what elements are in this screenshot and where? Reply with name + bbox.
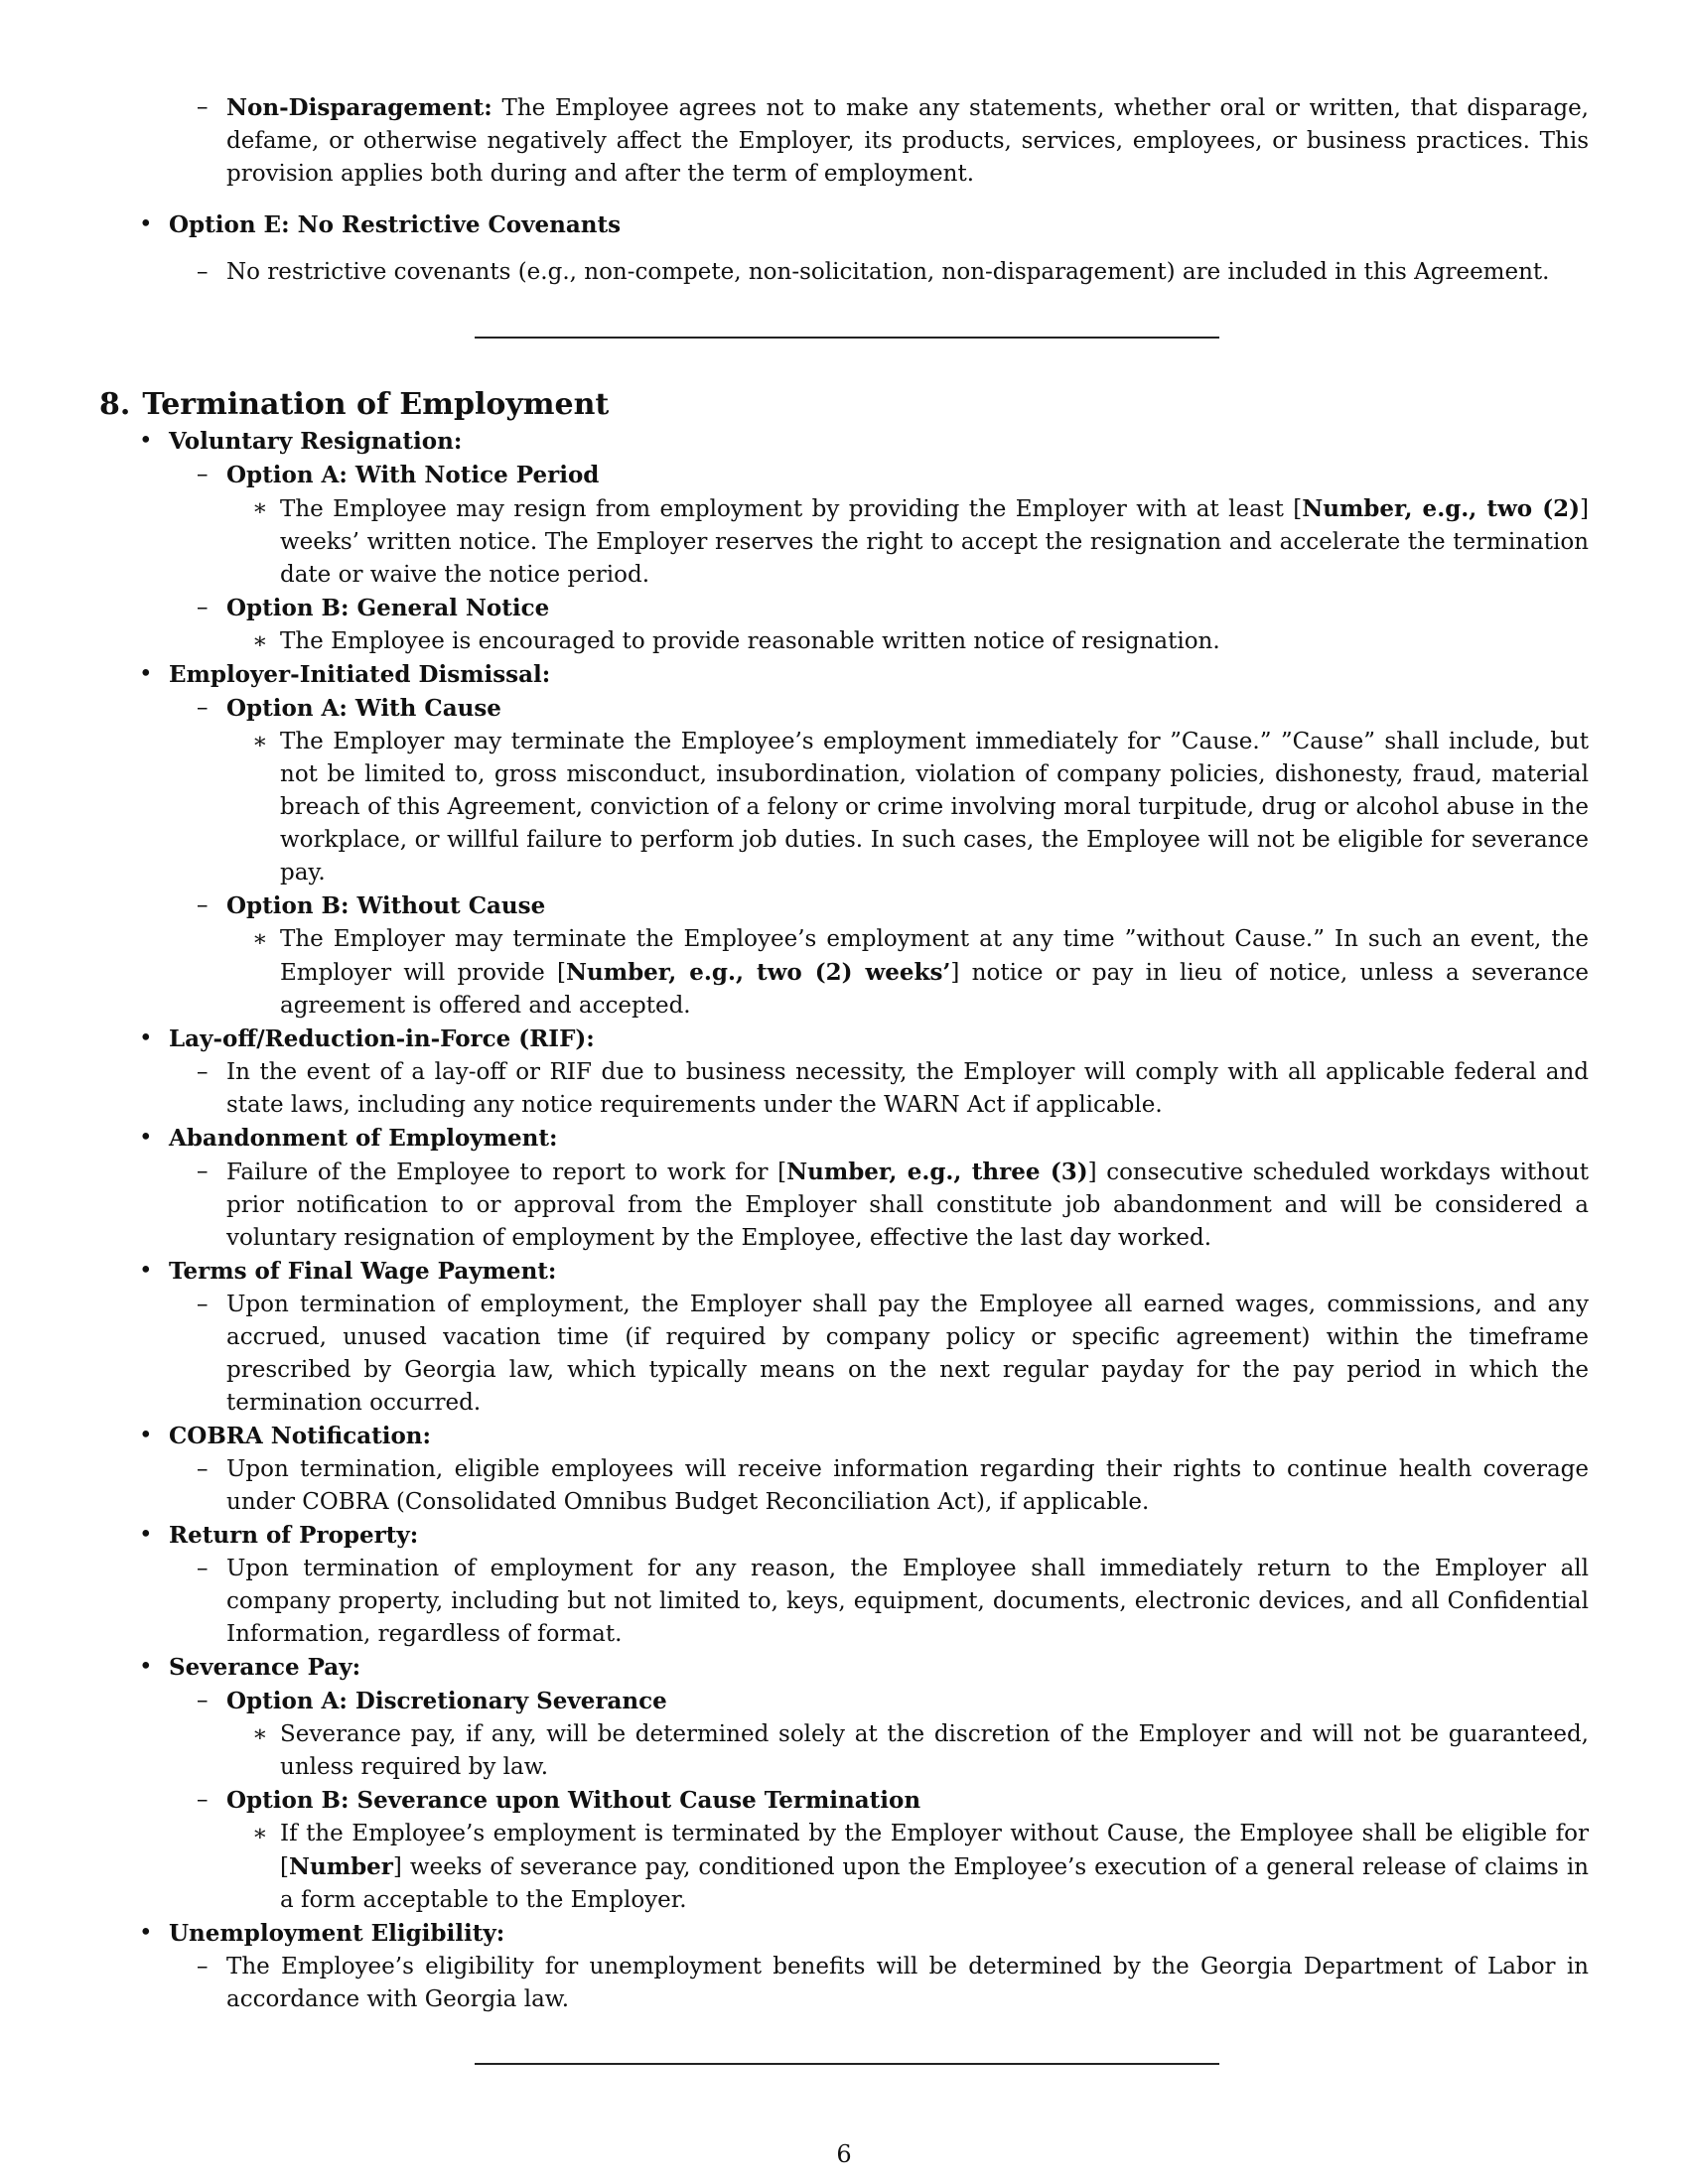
bullet-marker: •	[139, 1522, 153, 1548]
dismissal-item	[139, 658, 1589, 692]
bullet-marker: •	[139, 1125, 153, 1151]
option-e-label: Option E: No Restrictive Covenants	[169, 211, 622, 238]
dismissal-option-a	[197, 692, 1589, 726]
dash-marker: –	[197, 1159, 209, 1184]
text-part: If the Employee’s employment is terminated by the Employer without Cause, the Employee shall be eligible for [	[280, 1821, 1589, 1880]
final-wage-label: Terms of Final Wage Payment:	[169, 1258, 557, 1285]
severance-option-a-label: Option A: Discretionary Severance	[226, 1688, 667, 1714]
placeholder-bold: Number, e.g., three (3)	[786, 1159, 1088, 1185]
text-part: Severance pay, if any, will be determined solely at the discretion of the Employer and will not be guaranteed, unless required by law.	[280, 1721, 1589, 1780]
bullet-marker: •	[139, 1920, 153, 1946]
rif-text-item	[197, 1056, 1589, 1122]
dismissal-option-a-text	[252, 726, 1589, 889]
voluntary-option-a-text	[252, 492, 1589, 592]
rif-label: Lay-off/Reduction-in-Force (RIF):	[169, 1025, 595, 1052]
section-heading	[99, 385, 1589, 425]
horizontal-rule	[475, 2063, 1219, 2065]
dismissal-label: Employer-Initiated Dismissal:	[169, 661, 551, 688]
property-item	[139, 1519, 1589, 1553]
abandonment-label: Abandonment of Employment:	[169, 1125, 558, 1152]
star-marker: ∗	[252, 729, 268, 754]
severance-option-a-text	[252, 1718, 1589, 1784]
voluntary-resignation-item	[139, 425, 1589, 459]
star-marker: ∗	[252, 628, 268, 654]
severance-item	[139, 1651, 1589, 1685]
cobra-label: COBRA Notification:	[169, 1423, 432, 1449]
dash-marker: –	[197, 1954, 209, 1979]
star-marker: ∗	[252, 1821, 268, 1846]
cobra-text-item	[197, 1453, 1589, 1519]
severance-option-b-text	[252, 1818, 1589, 1917]
page-content	[99, 91, 1589, 289]
placeholder-bold: Number, e.g., two (2) weeks’	[565, 959, 951, 986]
cobra-text: Upon termination, eligible employees will receive information regarding their rights to continue health coverage under COBRA (Consolidated Omnibus Budget Reconciliation Act), if applicable.	[226, 1456, 1589, 1515]
bullet-marker: •	[139, 1423, 153, 1448]
dash-marker: –	[197, 259, 209, 285]
dash-marker: –	[197, 695, 209, 721]
dash-marker: –	[197, 1787, 209, 1813]
dash-marker: –	[197, 595, 209, 620]
property-text-item	[197, 1553, 1589, 1651]
property-label: Return of Property:	[169, 1522, 419, 1549]
dash-marker: –	[197, 892, 209, 918]
bullet-marker: •	[139, 428, 153, 454]
placeholder-bold: Number, e.g., two (2)	[1302, 495, 1581, 522]
unemployment-item	[139, 1917, 1589, 1951]
property-text: Upon termination of employment for any reason, the Employee shall immediately return to the Employer all company property, including but not limited to, keys, equipment, documents, electronic devices, and all Confidential Information, regardless of format.	[226, 1556, 1589, 1647]
voluntary-label: Voluntary Resignation:	[169, 428, 463, 455]
voluntary-option-a	[197, 459, 1589, 492]
option-e-text-item	[197, 256, 1589, 289]
text-part: The Employer may terminate the Employee’s employment immediately for ”Cause.” ”Cause” shall include, but not be limited to, gross misconduct, insubordination, violation of company policies, dishonesty, fraud, material breach of this Agreement, conviction of a felony or crime involving moral turpitude, drug or alcohol abuse in the workplace, or willful failure to perform job duties. In such cases, the Employee will not be eligible for severance pay.	[280, 729, 1589, 886]
bullet-marker: •	[139, 211, 153, 237]
text-part: ] weeks of severance pay, conditioned upon the Employee’s execution of a general release of claims in a form acceptable to the Employer.	[280, 1854, 1589, 1913]
final-wage-text: Upon termination of employment, the Employer shall pay the Employee all earned wages, commissions, and any accrued, unused vacation time (if required by company policy or specific agreement) within the timeframe prescribed by Georgia law, which typically means on the next regular payday for the pay period in which the termination occurred.	[226, 1292, 1589, 1416]
option-e-item	[139, 208, 1589, 242]
text-part: The Employer may terminate the Employee’s employment at any time ”without Cause.” In such an event, the Employer will provide [	[280, 926, 1589, 986]
horizontal-rule	[475, 337, 1219, 339]
dash-marker: –	[197, 1556, 209, 1581]
text-part: ] weeks’ written notice. The Employer reserves the right to accept the resignation and accelerate the termination date or waive the notice period.	[280, 496, 1589, 588]
unemployment-text-item	[197, 1951, 1589, 2016]
dash-marker: –	[197, 1688, 209, 1713]
star-marker: ∗	[252, 1721, 268, 1747]
non-disparagement-text: The Employee agrees not to make any statements, whether oral or written, that disparage, defame, or otherwise negatively affect the Employer, its products, services, employees, or business practices. This provision applies both during and after the term of employment.	[226, 95, 1589, 187]
dismissal-option-b-label: Option B: Without Cause	[226, 892, 546, 919]
dash-marker: –	[197, 1456, 209, 1482]
dash-marker: –	[197, 94, 209, 120]
page-number: 6	[836, 2140, 852, 2168]
dash-marker: –	[197, 462, 209, 487]
text-part: Failure of the Employee to report to work for [	[226, 1160, 787, 1185]
bullet-marker: •	[139, 661, 153, 687]
severance-label: Severance Pay:	[169, 1654, 361, 1681]
text-part: The Employee may resign from employment by providing the Employer with at least [	[280, 496, 1303, 522]
unemployment-text: The Employee’s eligibility for unemployment benefits will be determined by the Georgia Department of Labor in accordance with Georgia law.	[226, 1954, 1589, 2012]
option-e-text: No restrictive covenants (e.g., non-compete, non-solicitation, non-disparagement) are included in this Agreement.	[226, 259, 1550, 285]
unemployment-label: Unemployment Eligibility:	[169, 1920, 505, 1947]
text-part: ] notice or pay in lieu of notice, unless a severance agreement is offered and accepted.	[280, 960, 1589, 1019]
bullet-marker: •	[139, 1258, 153, 1284]
dash-marker: –	[197, 1292, 209, 1317]
severance-option-b	[197, 1784, 1589, 1818]
placeholder-bold: Number	[288, 1853, 393, 1880]
abandonment-item	[139, 1122, 1589, 1156]
severance-option-a	[197, 1685, 1589, 1718]
dismissal-option-b	[197, 889, 1589, 923]
non-disparagement-label: Non-Disparagement:	[226, 94, 492, 121]
severance-option-b-label: Option B: Severance upon Without Cause Termination	[226, 1787, 921, 1814]
bullet-marker: •	[139, 1025, 153, 1051]
cobra-item	[139, 1420, 1589, 1453]
section-title: Termination of Employment	[142, 387, 610, 422]
rif-text: In the event of a lay-off or RIF due to business necessity, the Employer will comply with all applicable federal and state laws, including any notice requirements under the WARN Act if applicable.	[226, 1059, 1589, 1118]
voluntary-option-a-label: Option A: With Notice Period	[226, 462, 600, 488]
section-content	[99, 385, 1589, 2016]
non-disparagement-item	[197, 91, 1589, 191]
dash-marker: –	[197, 1059, 209, 1085]
voluntary-option-b-label: Option B: General Notice	[226, 595, 550, 621]
bullet-marker: •	[139, 1654, 153, 1680]
star-marker: ∗	[252, 926, 268, 952]
abandonment-text-item	[197, 1156, 1589, 1255]
rif-item	[139, 1023, 1589, 1056]
voluntary-option-b	[197, 592, 1589, 625]
text-part: ] consecutive scheduled workdays without prior notification to or approval from the Employer shall constitute job abandonment and will be considered a voluntary resignation of employment by the Employee, effective the last day worked.	[226, 1160, 1589, 1251]
text-part: The Employee is encouraged to provide reasonable written notice of resignation.	[280, 628, 1220, 654]
section-number: 8.	[99, 387, 131, 422]
final-wage-text-item	[197, 1289, 1589, 1420]
voluntary-option-b-text	[252, 625, 1589, 658]
final-wage-item	[139, 1255, 1589, 1289]
star-marker: ∗	[252, 495, 268, 521]
dismissal-option-b-text	[252, 923, 1589, 1023]
dismissal-option-a-label: Option A: With Cause	[226, 695, 501, 722]
